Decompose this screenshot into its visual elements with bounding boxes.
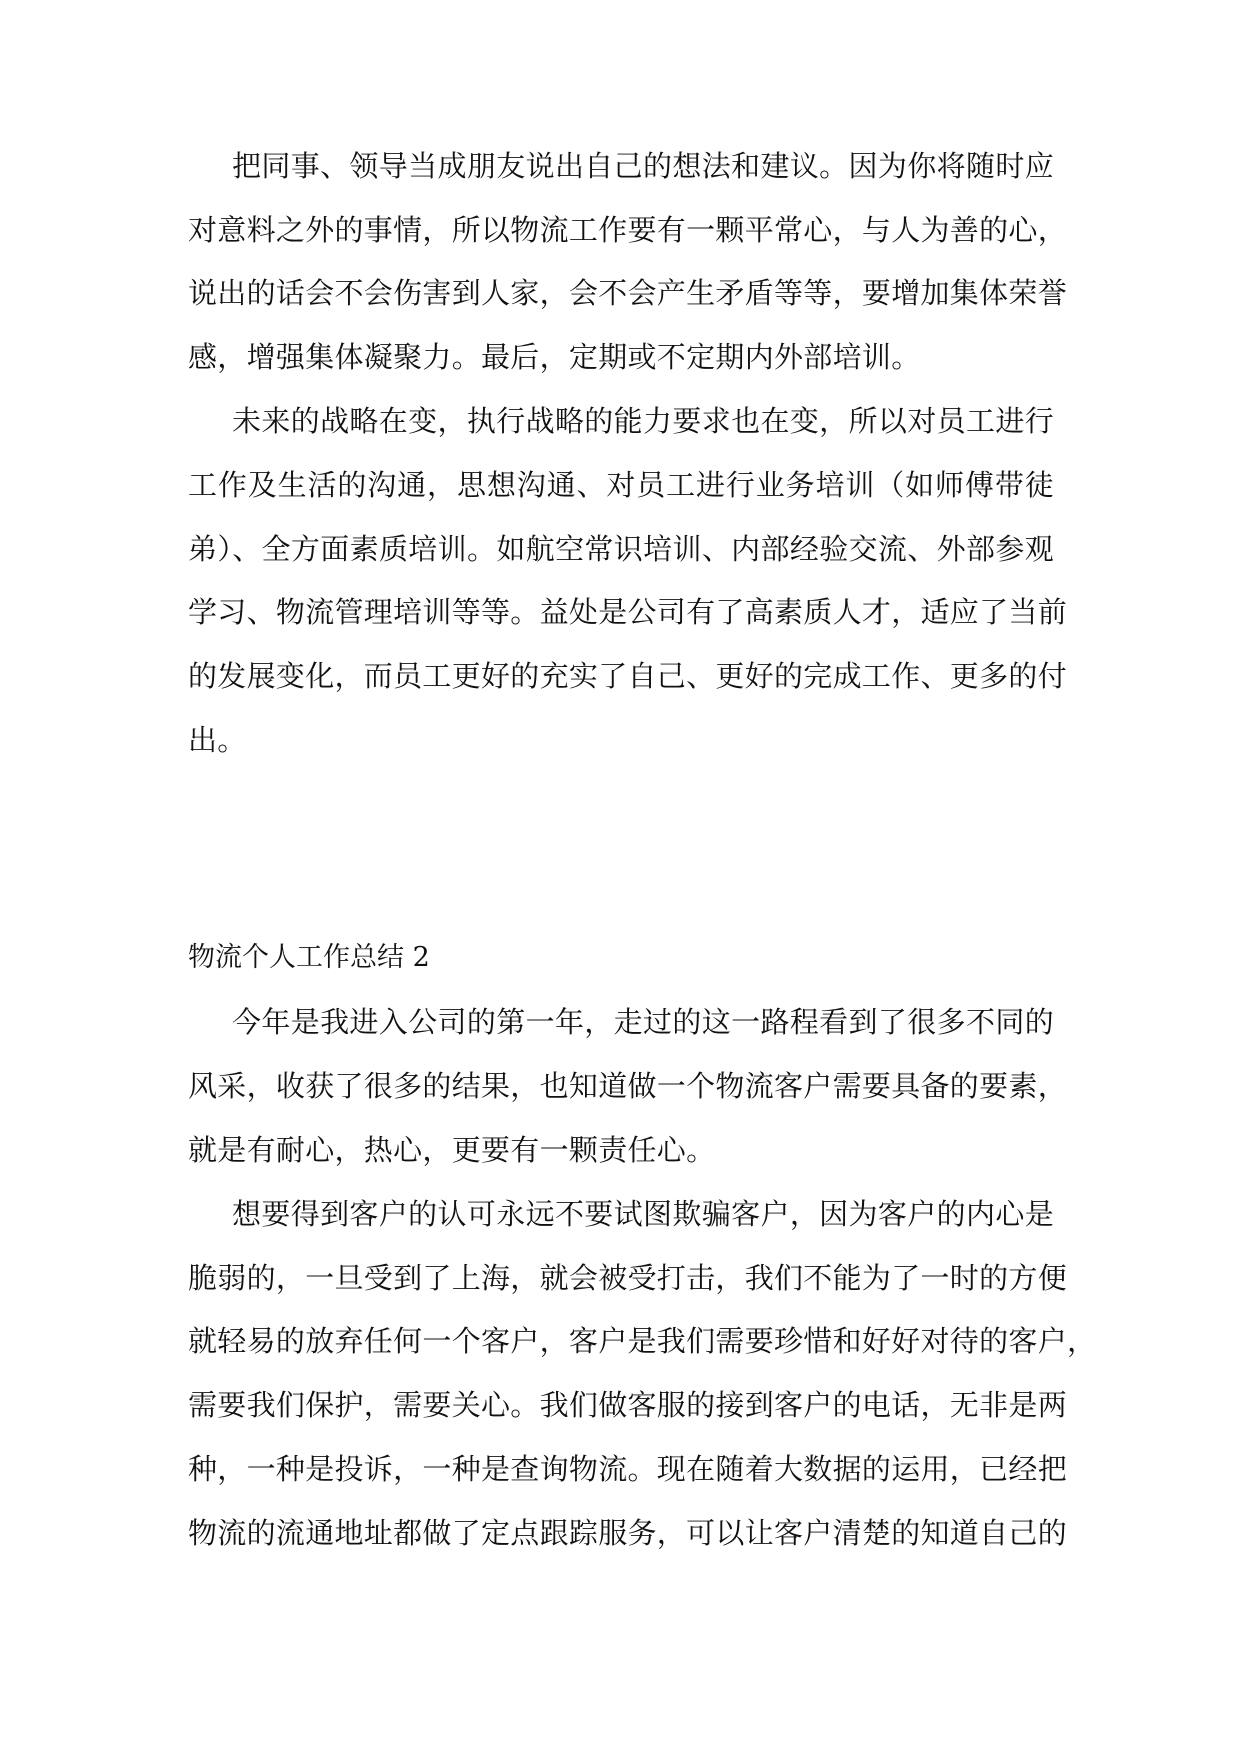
paragraph-line: 需要我们保护，需要关心。我们做客服的接到客户的电话，无非是两 [188,1388,1068,1422]
paragraph-line: 对意料之外的事情，所以物流工作要有一颗平常心，与人为善的心， [188,213,1068,247]
paragraph-line: 就轻易的放弃任何一个客户，客户是我们需要珍惜和好好对待的客户， [188,1324,1097,1358]
paragraph-line: 未来的战略在变，执行战略的能力要求也在变，所以对员工进行 [232,404,1054,438]
paragraph-line: 感，增强集体凝聚力。最后，定期或不定期内外部培训。 [188,340,921,374]
paragraph-line: 弟）、全方面素质培训。如航空常识培训、内部经验交流、外部参观 [188,532,1054,566]
paragraph-line: 工作及生活的沟通，思想沟通、对员工进行业务培训（如师傅带徒 [188,468,1054,502]
paragraph-line: 种，一种是投诉，一种是查询物流。现在随着大数据的运用，已经把 [188,1452,1068,1486]
paragraph-line: 把同事、领导当成朋友说出自己的想法和建议。因为你将随时应 [232,149,1054,183]
paragraph-line: 脆弱的，一旦受到了上海，就会被受打击，我们不能为了一时的方便 [188,1261,1068,1295]
section-title: 物流个人工作总结 2 [188,942,430,973]
paragraph-line: 风采，收获了很多的结果，也知道做一个物流客户需要具备的要素， [188,1069,1068,1103]
paragraph-line: 物流的流通地址都做了定点跟踪服务，可以让客户清楚的知道自己的 [188,1516,1068,1550]
paragraph-line: 就是有耐心，热心，更要有一颗责任心。 [188,1133,716,1167]
paragraph-line: 学习、物流管理培训等等。益处是公司有了高素质人才，适应了当前 [188,595,1068,629]
paragraph-line: 说出的话会不会伤害到人家，会不会产生矛盾等等，要增加集体荣誉 [188,276,1068,310]
paragraph-line: 想要得到客户的认可永远不要试图欺骗客户，因为客户的内心是 [232,1197,1054,1231]
paragraph-line: 今年是我进入公司的第一年，走过的这一路程看到了很多不同的 [232,1005,1054,1039]
paragraph-line: 出。 [188,723,247,757]
paragraph-line: 的发展变化，而员工更好的充实了自己、更好的完成工作、更多的付 [188,659,1068,693]
